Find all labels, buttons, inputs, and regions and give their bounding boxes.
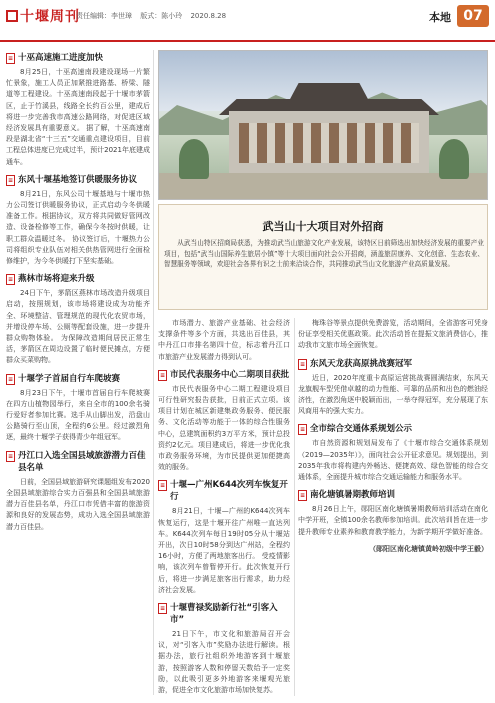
article-body: 日前，全国县域旅游研究课题组发布2020全国县域旅游综合实力百强县和全国县域旅游潜力百佳县名单，丹江口市凭借丰富的旅游资源和良好的发展态势，成功入选全国县域旅游潜力百佳县。 (6, 477, 150, 531)
headline-text: 市民代表服务中心二期项目获批 (170, 369, 290, 380)
feature-body: 从武当山特区招商局获悉，为推动武当山旅游文化产业发展，该特区日前筛选出加快经济发展的重要产业项目，包括“武当山国际养生旅居小镇”等十大项目面向社会公开招商，涵盖旅居康养、文化创意、生态农业、智慧服务等领域，欢迎社会各界有识之士前来洽谈合作，共同推动武当山文化旅游产业高质量发展。 (164, 239, 484, 268)
headline-text: 全市综合交通体系规划公示 (310, 424, 413, 435)
article (298, 489, 488, 538)
article-body: 市民代表服务中心二期工程建设项目可行性研究报告获批，日前正式立项。该项目计划在城区新建集政务服务、便民服务、文化活动等功能于一体的综合性服务中心，总建筑面积约3万平方米，预计总投资约2亿元。项目建成后，将进一步优化我市政务服务环境，为市民提供更加便捷高效的服务。 (158, 384, 290, 472)
logo-mark-icon (6, 10, 18, 22)
article (298, 318, 488, 352)
headline-marker-icon: ≡ (300, 426, 306, 434)
headline-marker-icon: ≡ (8, 375, 14, 383)
article-body: 8月21日，十堰—广州的K644次列车恢复运行，这是十堰开往广州唯一直达列车。K644次列车每日19时05分从十堰站开出，次日10时58分到达广州站，全程约16小时，方便了两地旅客出行。 受疫情影响，该次列车曾暂停开行。此次恢复开行后，将进一步满足旅客出行需求，助力经济社会发展。 (158, 507, 290, 594)
article (158, 479, 290, 596)
section-name: 本地 (429, 11, 451, 24)
headline-text: 南化塘镇暑期教师培训 (310, 490, 396, 501)
newspaper-logo (6, 6, 80, 26)
photo-facade (239, 123, 419, 163)
feature-title: 武当山十大项目对外招商 (262, 220, 384, 233)
article-headline (158, 369, 290, 381)
article-headline (6, 373, 150, 385)
issue-date: 2020.8.28 (190, 12, 227, 20)
photo-upper-roof (289, 83, 369, 101)
article (6, 273, 150, 366)
column-divider (294, 318, 295, 696)
headline-text: 丹江口入选全国县域旅游潜力百佳县名单 (18, 450, 146, 473)
headline-marker-icon: ≡ (160, 482, 166, 490)
article-headline (298, 358, 488, 370)
article-headline (158, 479, 290, 503)
headline-marker-icon: ≡ (300, 360, 306, 368)
article (6, 52, 150, 168)
article (6, 450, 150, 533)
headline-marker-icon: ≡ (8, 176, 14, 184)
headline-marker-icon: ≡ (300, 492, 306, 500)
article-body: 市自然资源和规划局发布了《十堰市综合交通体系规划（2019—2035年）》，面向社会公开征求意见。规划提出，到2035年我市将构建内外畅达、便捷高效、绿色智能的综合交通体系，全面提升城市综合交通运输能力和服务水平。 (298, 439, 488, 482)
article (158, 369, 290, 474)
article-headline (6, 450, 150, 474)
photo-tree (439, 139, 469, 179)
article-headline (6, 52, 150, 64)
page-header (0, 0, 495, 42)
article-headline (6, 174, 150, 186)
column-2 (158, 318, 290, 696)
article (298, 358, 488, 418)
headline-text: 十堰曹禄奖励新行社“引客入市” (170, 603, 278, 626)
article-body: 梅珠谷等景点提供免费游览，活动期间，全省游客可凭身份证享受相关优惠政策。此次活动旨在提振文旅消费信心，推动我市文旅市场全面恢复。 (298, 319, 488, 350)
article-headline (6, 273, 150, 285)
headline-text: 东风天龙获高原挑战赛冠军 (310, 358, 413, 369)
headline-marker-icon: ≡ (8, 452, 14, 460)
column-3 (298, 318, 488, 696)
article-headline (298, 489, 488, 501)
photo-tree (179, 139, 209, 179)
article (158, 602, 290, 696)
headline-text: 十巫高速施工进度加快 (18, 53, 104, 63)
article-body: 24日下午，茅箭区燕林市场改造升级项目启动，按照规划，该市场将建设成为功能齐全、环境整洁、管理规范的现代化农贸市场，并增设停车场、公厕等配套设施，进一步提升群众购物体验。 为保障改造期间居民正常生活，茅箭区在周边设置了临时便民摊点，方便群众买菜购物。 (6, 289, 150, 365)
headline-text: 十堰—广州K644次列车恢复开行 (170, 480, 288, 503)
article-body: 8月25日，十巫高速南段建设现场一片繁忙景象，施工人员正加紧推进路基、桥梁、隧道等工程建设。十巫高速南段起于十堰市茅箭区，止于竹溪县，线路全长约百公里，建成后将进一步完善我市高速公路网络，对促进区域经济发展具有重要意义。 据了解，十巫高速南段是湖北省“十三五”交通重点建设项目，目前工程总体进度已完成过半，预计2021年底建成通车。 (6, 68, 150, 166)
headline-marker-icon: ≡ (8, 55, 14, 62)
article-headline (298, 423, 488, 435)
headline-text: 十堰学子首届自行车爬坡赛 (18, 373, 121, 384)
article-credit: （郧阳区南化塘镇黄岭初级中学王毅） (369, 544, 488, 553)
byline (76, 11, 232, 21)
article-body: 8月21日，东风公司十堰基地与十堰市热力公司签订供暖服务协议，正式启动今冬供暖准备工作。根据协议，双方将共同做好管网改造、设备检修等工作，确保今冬按时供暖，让职工群众温暖过冬。 协议签订后，十堰热力公司将组织专业队伍对相关供热管网进行全面检修维护，为今冬供暖打下坚实基础。 (6, 189, 150, 266)
article (6, 373, 150, 444)
article-body: 8月23日下午，十堰市首届自行车爬坡赛在四方山植物园举行，来自全市的100余名骑行爱好者参加比赛。选手从山脚出发，沿盘山公路骑行至山顶，全程约6公里。经过激烈角逐，最终十堰学子获得青少年组冠军。 (6, 388, 150, 442)
headline-text: 东风十堰基地签订供暖服务协议 (18, 174, 138, 185)
article-body: 8月26日上午，郧阳区南化塘镇暑期教师培训活动在南化中学开班，全镇100余名教师参加培训。此次培训旨在进一步提升教师专业素养和教育教学能力，为新学期开学做好准备。 (298, 505, 488, 536)
editor-credit: 责任编辑：李世璋 (76, 12, 132, 20)
article (158, 318, 290, 363)
article-body: 市场潜力、旅游产业基础、社会经济支撑条件等多个方面，共选出百佳县，其中丹江口市排名第四十位，标志着丹江口市旅游产业发展潜力得到认可。 (158, 319, 290, 361)
headline-marker-icon: ≡ (160, 371, 166, 379)
article (298, 423, 488, 483)
headline-marker-icon: ≡ (160, 605, 166, 613)
article-body: 近日，2020年度重卡高原运营挑战赛圆满结束，东风天龙旗舰车型凭借卓越的动力性能、可靠的品质和出色的燃油经济性，在激烈角逐中脱颖而出，一举夺得冠军，充分展现了东风商用车的强大实力。 (298, 373, 488, 416)
article-body: 21日下午，市文化和旅游局召开会议，对“引客入市”奖励办法进行解读。根据办法，旅行社组织外地游客到十堰旅游，按照游客人数和停留天数给予一定奖励，以此吸引更多外地游客来堰观光旅游，促进全市文化旅游市场加快复苏。 (158, 630, 290, 695)
page-number: 07 (457, 5, 489, 27)
logo-text: 十堰周刊 (20, 9, 80, 25)
column-divider (153, 50, 154, 695)
designer-credit: 版式：陈小玲 (140, 12, 183, 20)
column-1 (6, 50, 150, 696)
feature-photo (158, 50, 488, 200)
headline-marker-icon: ≡ (8, 276, 14, 284)
headline-text: 燕林市场将迎来升级 (18, 274, 95, 285)
article-headline (158, 602, 290, 626)
article (6, 174, 150, 267)
